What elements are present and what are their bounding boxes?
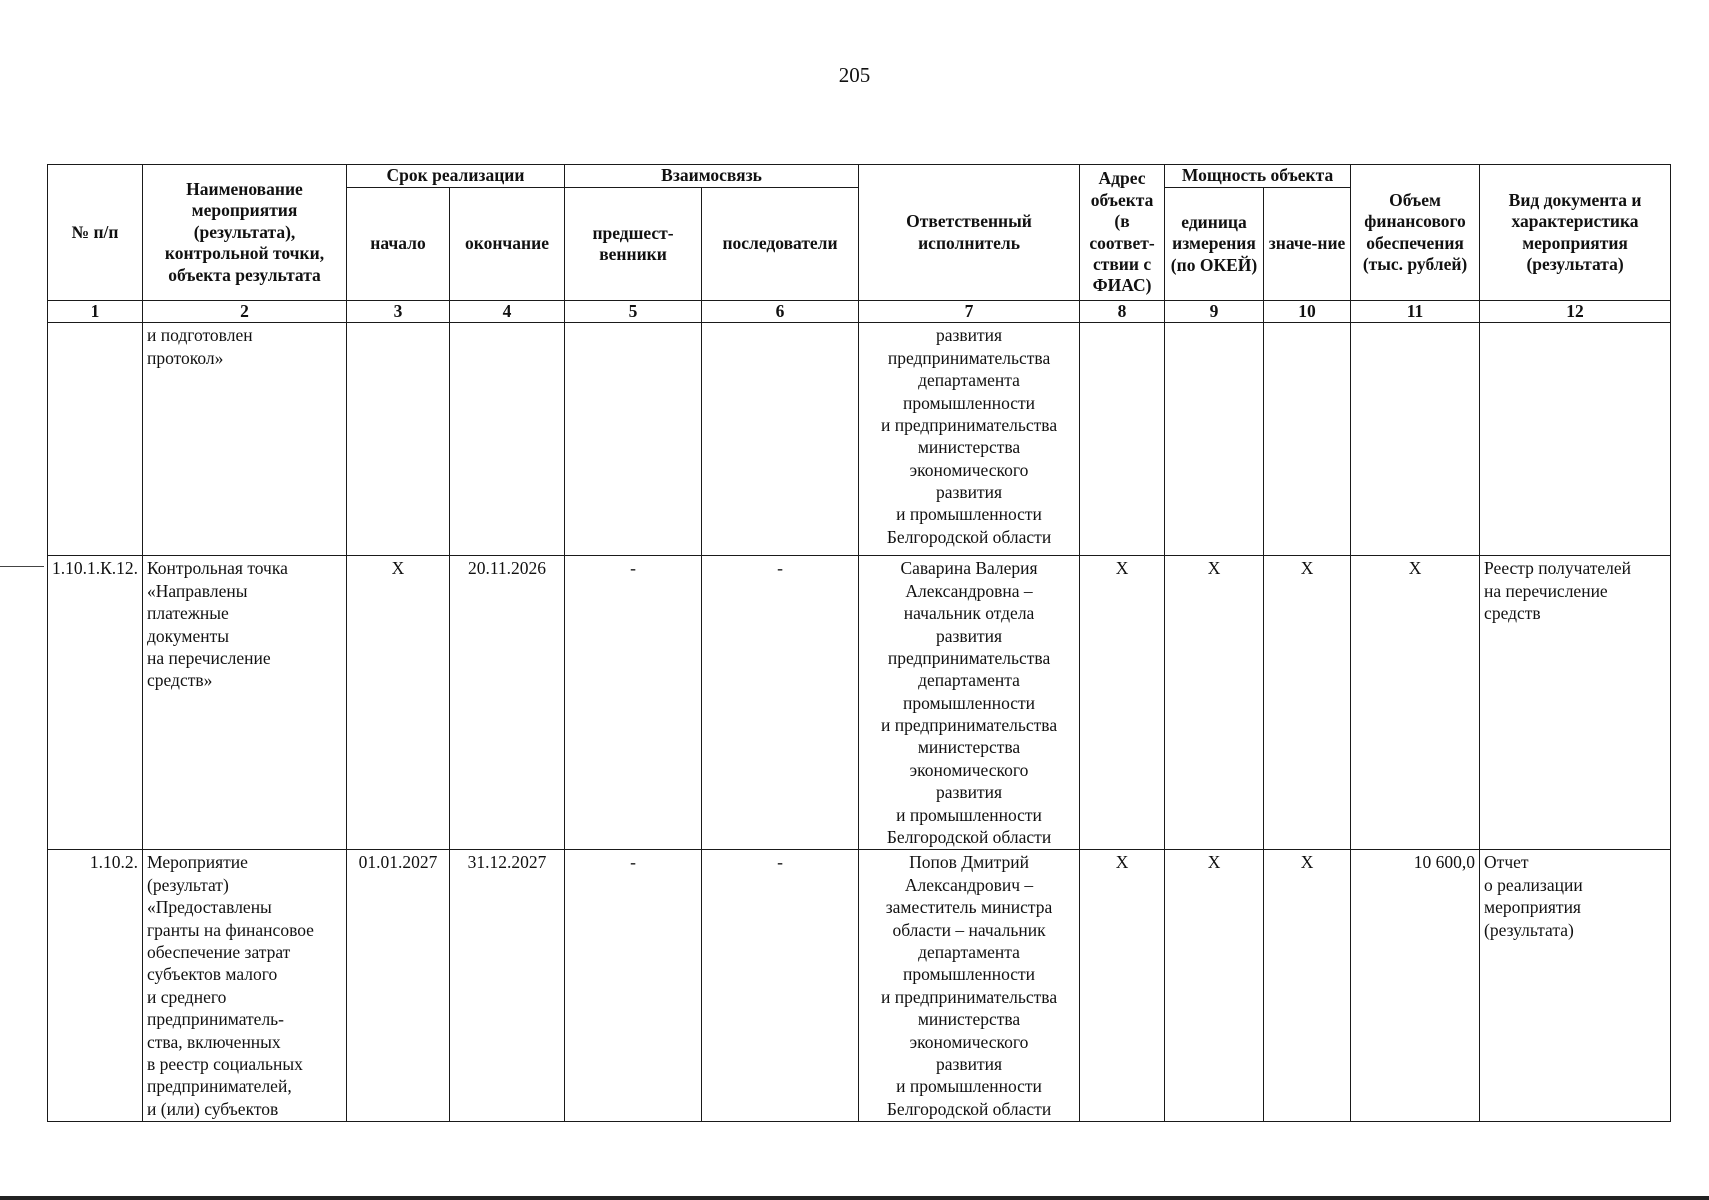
row-responsible: Попов Дмитрий Александрович – заместитель министра области – начальник департамента промышленности и предпринимательства министерства экономического развития и промышленности Белгородской области	[859, 850, 1080, 1122]
row-name: Мероприятие (результат) «Предоставлены гранты на финансовое обеспечение затрат субъектов малого и среднего предприниматель- ства, включенных в реестр социальных предпринимателей, и (или) субъектов	[143, 850, 347, 1122]
row-address: Х	[1080, 850, 1165, 1122]
table-row	[48, 850, 1671, 1122]
header-pred: предшест-венники	[565, 188, 702, 301]
row-predecessors	[565, 323, 702, 556]
column-number: 4	[450, 301, 565, 323]
column-number: 6	[702, 301, 859, 323]
header-start: начало	[347, 188, 450, 301]
plan-table	[47, 164, 1671, 1122]
row-start	[347, 323, 450, 556]
row-volume: Х	[1351, 556, 1480, 850]
page-number: 205	[838, 63, 871, 87]
row-value	[1264, 323, 1351, 556]
scan-bottom-edge	[0, 1196, 1709, 1200]
header-end: окончание	[450, 188, 565, 301]
table-header	[48, 165, 1671, 323]
row-unit: Х	[1165, 556, 1264, 850]
row-successors	[702, 323, 859, 556]
header-column-numbers	[48, 301, 1671, 323]
row-end: 31.12.2027	[450, 850, 565, 1122]
row-start: Х	[347, 556, 450, 850]
row-volume: 10 600,0	[1351, 850, 1480, 1122]
row-name: и подготовлен протокол»	[143, 323, 347, 556]
header-volume: Объем финансового обеспечения (тыс. рублей)	[1351, 165, 1480, 301]
row-document	[1480, 323, 1671, 556]
row-document: Реестр получателей на перечисление средств	[1480, 556, 1671, 850]
row-name: Контрольная точка «Направлены платежные документы на перечисление средств»	[143, 556, 347, 850]
row-predecessors: -	[565, 556, 702, 850]
row-unit: Х	[1165, 850, 1264, 1122]
column-number: 8	[1080, 301, 1165, 323]
header-value: значе-ние	[1264, 188, 1351, 301]
table-row	[48, 556, 1671, 850]
header-doc: Вид документа и характеристика мероприятия (результата)	[1480, 165, 1671, 301]
row-address	[1080, 323, 1165, 556]
row-responsible: развития предпринимательства департамента промышленности и предпринимательства министерства экономического развития и промышленности Белгородской области	[859, 323, 1080, 556]
scan-edge-mark	[0, 566, 44, 567]
column-number: 7	[859, 301, 1080, 323]
header-unit: единица измерения (по ОКЕЙ)	[1165, 188, 1264, 301]
header-responsible: Ответственный исполнитель	[859, 165, 1080, 301]
header-srok: Срок реализации	[347, 165, 565, 188]
row-document: Отчет о реализации мероприятия (результата)	[1480, 850, 1671, 1122]
row-successors: -	[702, 850, 859, 1122]
column-number: 12	[1480, 301, 1671, 323]
header-name: Наименование мероприятия (результата), контрольной точки, объекта результата	[143, 165, 347, 301]
column-number: 1	[48, 301, 143, 323]
row-value: Х	[1264, 556, 1351, 850]
row-predecessors: -	[565, 850, 702, 1122]
row-number: 1.10.2.	[48, 850, 143, 1122]
header-power: Мощность объекта	[1165, 165, 1351, 188]
table-row	[48, 323, 1671, 556]
row-start: 01.01.2027	[347, 850, 450, 1122]
row-unit	[1165, 323, 1264, 556]
column-number: 10	[1264, 301, 1351, 323]
row-end: 20.11.2026	[450, 556, 565, 850]
column-number: 5	[565, 301, 702, 323]
column-number: 9	[1165, 301, 1264, 323]
row-successors: -	[702, 556, 859, 850]
column-number: 11	[1351, 301, 1480, 323]
header-post: последователи	[702, 188, 859, 301]
row-number: 1.10.1.К.12.	[48, 556, 143, 850]
column-number: 3	[347, 301, 450, 323]
row-responsible: Саварина Валерия Александровна – начальник отдела развития предпринимательства департамента промышленности и предпринимательства министерства экономического развития и промышленности Белгородской области	[859, 556, 1080, 850]
row-value: Х	[1264, 850, 1351, 1122]
header-num: № п/п	[48, 165, 143, 301]
row-number	[48, 323, 143, 556]
header-address: Адрес объекта (в соответ-ствии с ФИАС)	[1080, 165, 1165, 301]
row-volume	[1351, 323, 1480, 556]
row-address: Х	[1080, 556, 1165, 850]
header-link: Взаимосвязь	[565, 165, 859, 188]
column-number: 2	[143, 301, 347, 323]
row-end	[450, 323, 565, 556]
